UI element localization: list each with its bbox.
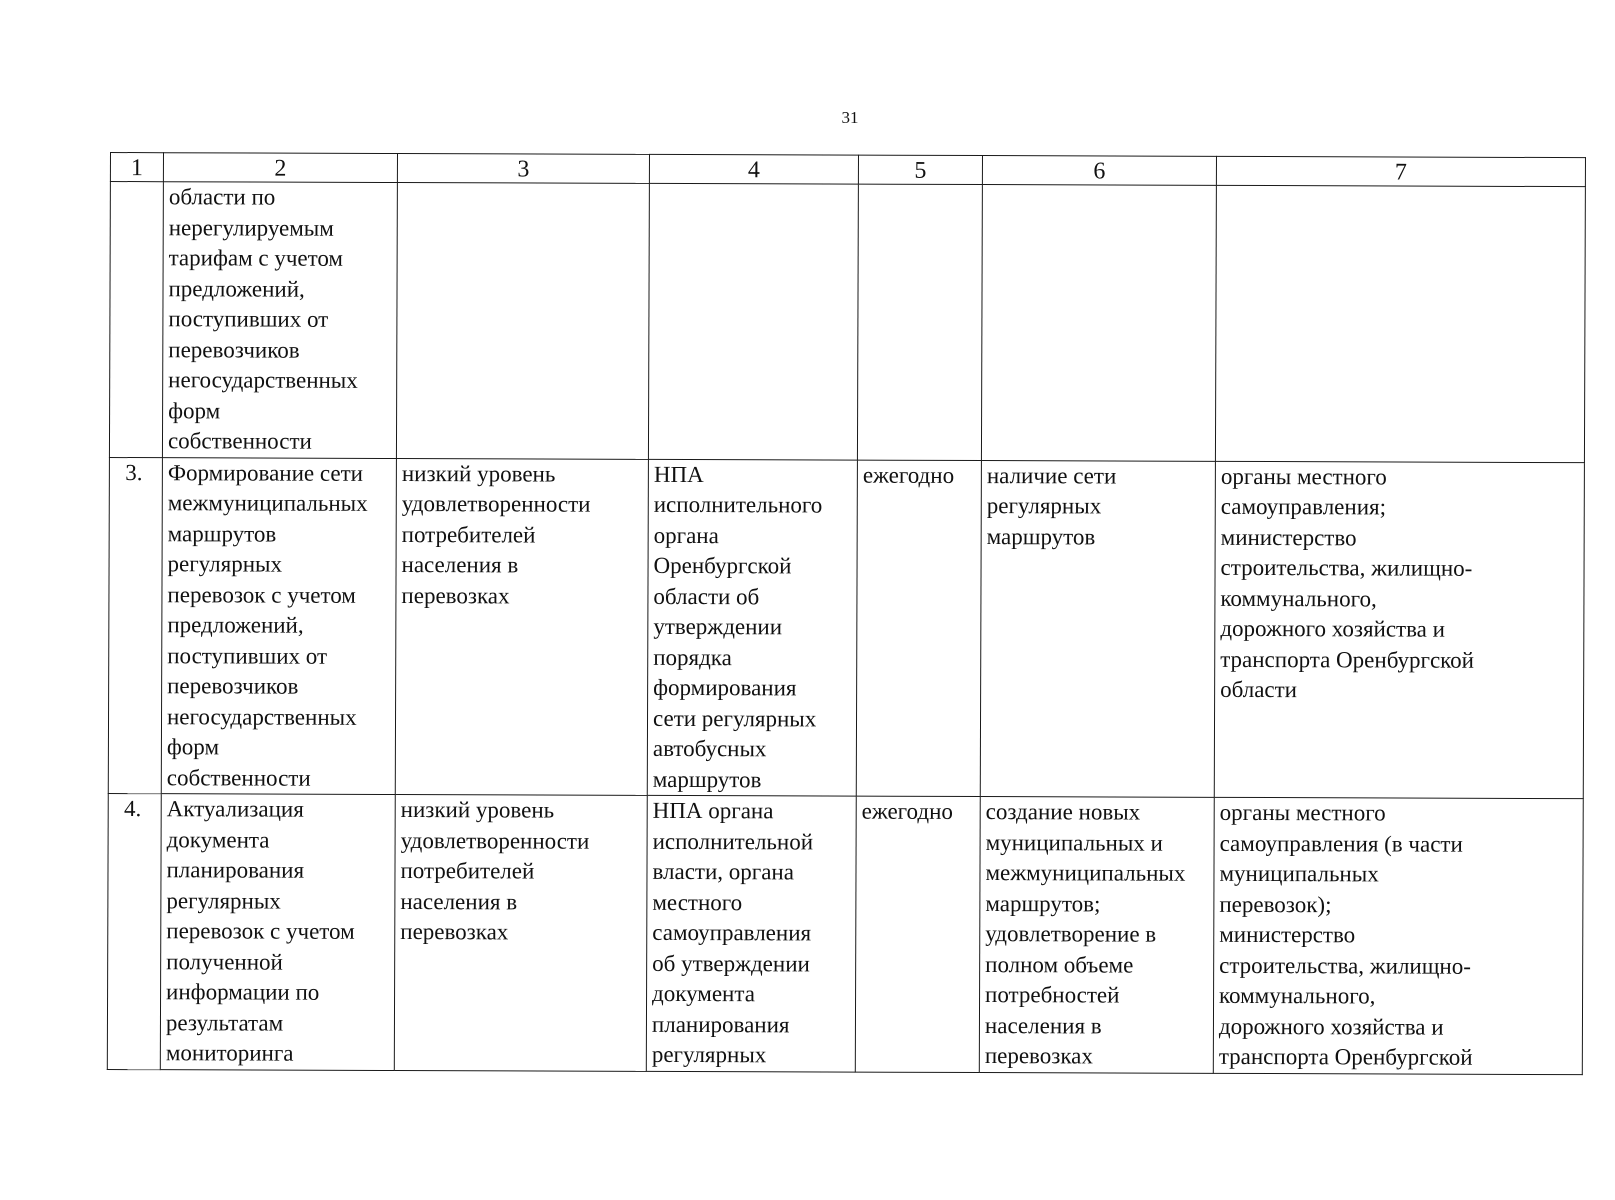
row-number <box>109 182 163 458</box>
measure-cell: области по нерегулируемым тарифам с учетом предложений, поступивших от перевозчиков негосударственных форм собственности <box>162 182 397 458</box>
header-col-4: 4 <box>649 154 858 184</box>
page-number: 31 <box>841 108 859 127</box>
row-number: 4. <box>107 793 161 1069</box>
problem-cell <box>396 183 649 459</box>
term-cell: ежегодно <box>855 796 980 1072</box>
document-cell: НПА исполнительного органа Оренбургской области об утверждении порядка формирования сети регулярных автобусных маршрутов <box>647 459 857 796</box>
table-row <box>109 182 1585 463</box>
responsible-cell: органы местного самоуправления; министерство строительства, жилищно- коммунального, дорожного хозяйства и транспорта Оренбургской области <box>1214 461 1584 799</box>
result-cell <box>981 185 1216 461</box>
measure-cell: Актуализация документа планирования регулярных перевозок с учетом полученной информации по результатам мониторинга <box>160 794 395 1070</box>
result-cell: создание новых муниципальных и межмуниципальных маршрутов; удовлетворение в полном объеме потребностей населения в перевозках <box>979 797 1214 1073</box>
row-number: 3. <box>108 457 162 794</box>
problem-cell: низкий уровень удовлетворенности потребителей населения в перевозках <box>395 458 648 795</box>
measure-cell: Формирование сети межмуниципальных маршрутов регулярных перевозок с учетом предложений, поступивших от перевозчиков негосударственных форм собственности <box>161 457 396 794</box>
header-col-5: 5 <box>858 155 982 184</box>
measures-table <box>107 152 1586 1075</box>
problem-cell: низкий уровень удовлетворенности потребителей населения в перевозках <box>394 794 647 1070</box>
header-col-6: 6 <box>982 156 1216 186</box>
header-col-1: 1 <box>110 153 163 182</box>
result-cell: наличие сети регулярных маршрутов <box>980 460 1215 797</box>
responsible-cell: органы местного самоуправления (в части муниципальных перевозок); министерство строительства, жилищно- коммунального, дорожного хозяйства и транспорта Оренбургской <box>1213 797 1583 1074</box>
header-col-2: 2 <box>163 153 397 183</box>
table-row <box>107 793 1583 1074</box>
header-col-3: 3 <box>397 154 649 184</box>
header-col-7: 7 <box>1216 156 1585 186</box>
responsible-cell <box>1215 185 1585 462</box>
term-cell <box>857 184 982 460</box>
document-cell: НПА органа исполнительной власти, органа местного самоуправления об утверждении документа планирования регулярных <box>646 795 856 1071</box>
term-cell: ежегодно <box>856 460 981 797</box>
document-cell <box>648 183 858 459</box>
table-row <box>108 457 1584 799</box>
